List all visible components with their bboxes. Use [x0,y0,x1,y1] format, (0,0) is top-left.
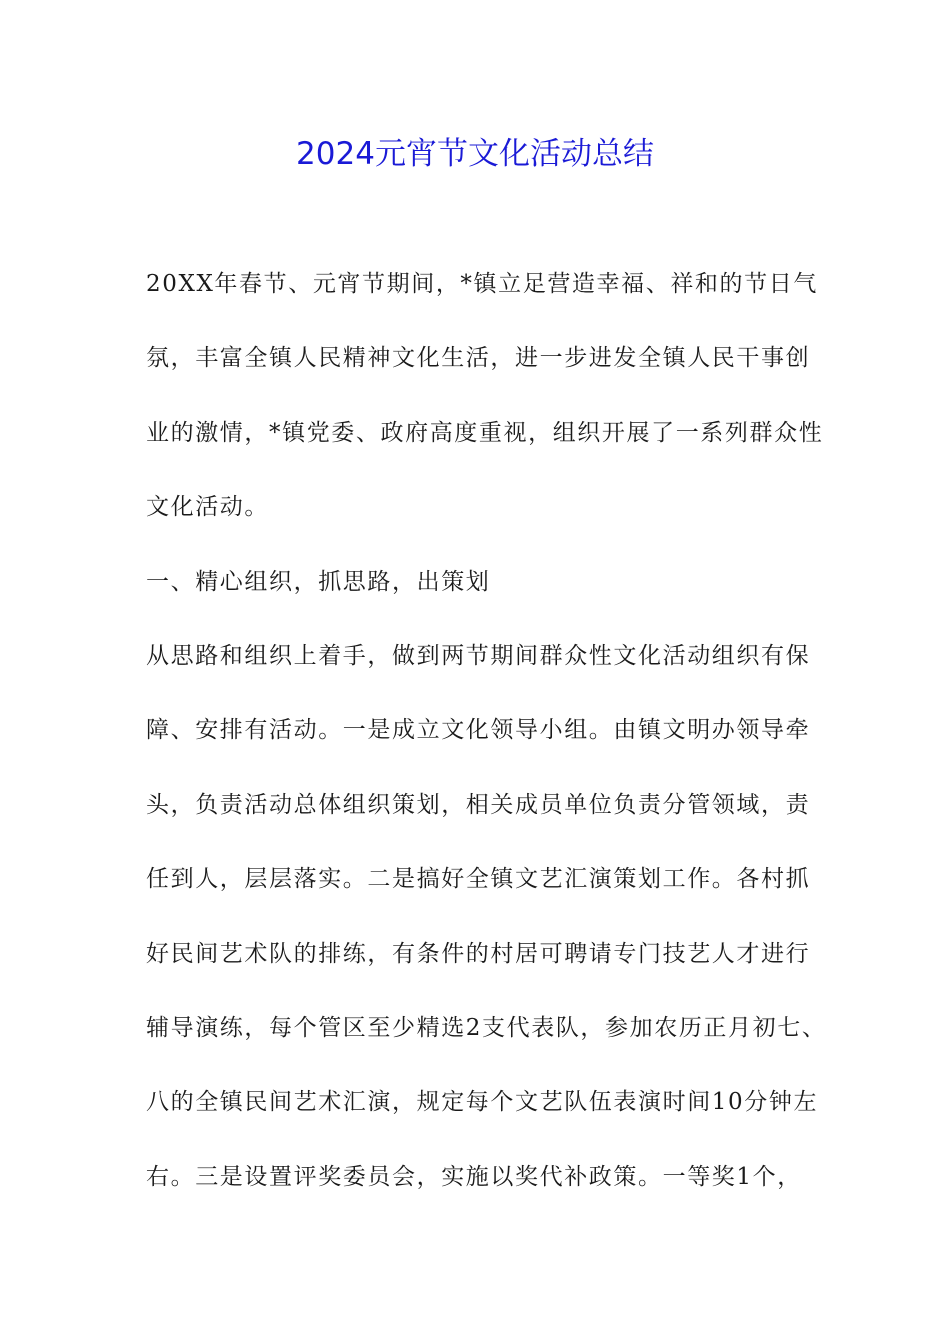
paragraph-line: 文化活动。 [146,494,269,521]
paragraph-line: 障、安排有活动。一是成立文化领导小组。由镇文明办领导牵 [146,717,811,744]
paragraph-line: 业的激情，*镇党委、政府高度重视，组织开展了一系列群众性 [146,419,824,446]
paragraph-line: 从思路和组织上着手，做到两节期间群众性文化活动组织有保 [146,642,811,669]
section-heading: 一、精心组织，抓思路，出策划 [146,568,491,595]
paragraph-line: 20XX年春节、元宵节期间，*镇立足营造幸福、祥和的节日气 [146,271,818,297]
paragraph-line: 头，负责活动总体组织策划，相关成员单位负责分管领域，责 [146,791,811,818]
paragraph-line: 氛，丰富全镇人民精神文化生活，进一步进发全镇人民干事创 [146,345,811,372]
paragraph-line: 辅导演练，每个管区至少精选2支代表队，参加农历正月初七、 [146,1014,827,1041]
paragraph-line: 任到人，层层落实。二是搞好全镇文艺汇演策划工作。各村抓 [146,866,811,893]
paragraph-line: 右。三是设置评奖委员会，实施以奖代补政策。一等奖1个， [146,1163,802,1190]
paragraph-line: 好民间艺术队的排练，有条件的村居可聘请专门技艺人才进行 [146,940,811,967]
document-title: 2024元宵节文化活动总结 [296,136,654,172]
paragraph-line: 八的全镇民间艺术汇演，规定每个文艺队伍表演时间10分钟左 [146,1089,819,1116]
document-body [146,262,826,1229]
